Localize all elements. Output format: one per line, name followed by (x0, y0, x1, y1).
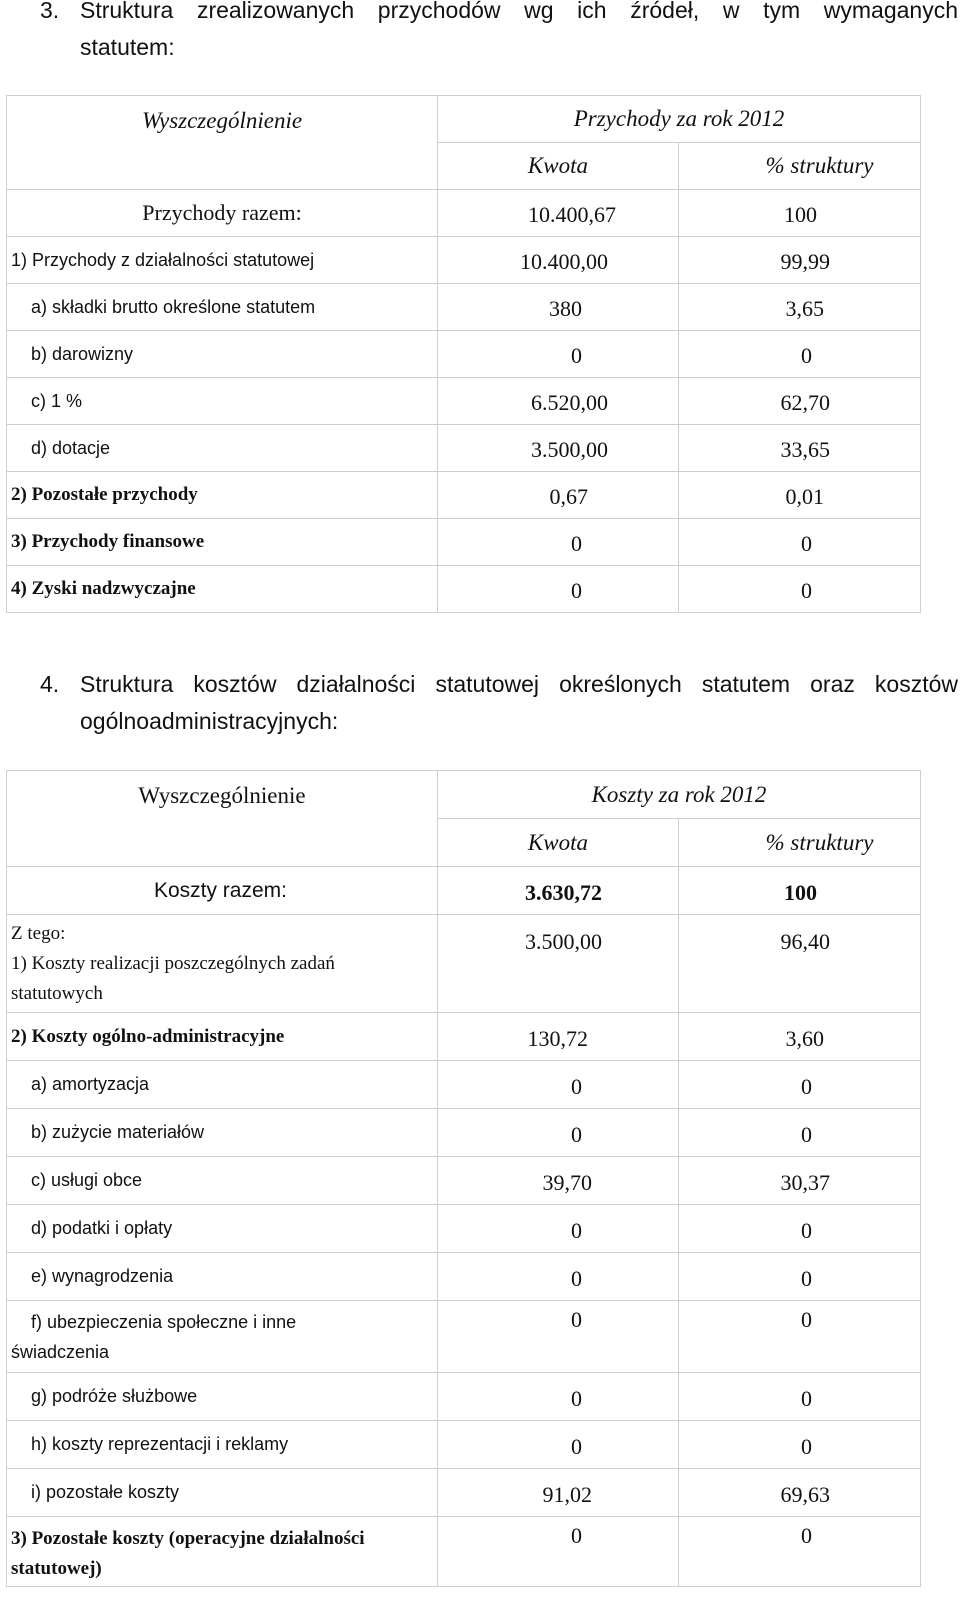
row-amount: 0 (438, 1061, 679, 1109)
total-row (7, 867, 921, 915)
row-share: 3,60 (679, 1013, 921, 1061)
section-4-heading (0, 666, 958, 740)
row-label: a) składki brutto określone statutem (7, 284, 438, 331)
row-share: 0 (679, 331, 921, 378)
total-row (7, 190, 921, 237)
table-row (7, 1061, 921, 1109)
column-header-description: Wyszczególnienie (7, 771, 438, 867)
row-label-multiline (7, 915, 438, 1013)
row-share: 0 (679, 1109, 921, 1157)
row-share: 0 (679, 1061, 921, 1109)
column-header-share: % struktury (679, 819, 921, 867)
row-share: 30,37 (679, 1157, 921, 1205)
table-row (7, 915, 921, 1013)
row-amount: 0 (438, 331, 679, 378)
row-label: b) darowizny (7, 331, 438, 378)
total-amount: 10.400,67 (438, 190, 679, 237)
row-amount: 0 (438, 1253, 679, 1301)
row-share: 69,63 (679, 1469, 921, 1517)
table-row (7, 331, 921, 378)
row-label: 2) Pozostałe przychody (7, 472, 438, 519)
table-row (7, 519, 921, 566)
row-amount: 0 (438, 1109, 679, 1157)
total-label: Koszty razem: (7, 867, 438, 915)
table-header-row (7, 771, 921, 819)
row-share: 62,70 (679, 378, 921, 425)
z-tego-label: Z tego: (11, 923, 66, 944)
table-row (7, 425, 921, 472)
row-amount: 0 (438, 566, 679, 613)
row-label-multiline (7, 1301, 438, 1373)
row-share: 0 (679, 519, 921, 566)
table-row (7, 237, 921, 284)
row-label-line1: f) ubezpieczenia społeczne i inne (31, 1311, 297, 1332)
row-share: 0 (679, 1517, 921, 1587)
column-header-share: % struktury (679, 143, 921, 190)
table-row (7, 566, 921, 613)
row-amount: 3.500,00 (438, 915, 679, 1013)
total-share: 100 (679, 190, 921, 237)
row-amount: 130,72 (438, 1013, 679, 1061)
section-3-number: 3. (40, 0, 60, 23)
section-4-title-line2: ogólnoadministracyjnych: (80, 708, 339, 734)
row-label: e) wynagrodzenia (7, 1253, 438, 1301)
row-share: 0 (679, 1421, 921, 1469)
table-row (7, 1157, 921, 1205)
row-amount: 91,02 (438, 1469, 679, 1517)
section-3-title-line1: Struktura zrealizowanych przychodów wg ich źródeł, w tym wymaganych (80, 0, 958, 23)
row-amount: 0 (438, 1205, 679, 1253)
table-row (7, 1301, 921, 1373)
row-amount: 39,70 (438, 1157, 679, 1205)
row-label: h) koszty reprezentacji i reklamy (7, 1421, 438, 1469)
row-amount: 380 (438, 284, 679, 331)
table-row (7, 1469, 921, 1517)
row-label: g) podróże służbowe (7, 1373, 438, 1421)
row-label: c) usługi obce (7, 1157, 438, 1205)
row-amount: 0,67 (438, 472, 679, 519)
table-row (7, 472, 921, 519)
table-row (7, 1517, 921, 1587)
revenue-structure-table (6, 95, 921, 613)
row-label: 3) Przychody finansowe (7, 519, 438, 566)
column-header-period: Koszty za rok 2012 (438, 771, 921, 819)
row-share: 0 (679, 566, 921, 613)
cost-structure-table (6, 770, 921, 1587)
row-label: a) amortyzacja (7, 1061, 438, 1109)
row-label: 1) Przychody z działalności statutowej (7, 237, 438, 284)
row-label-multiline (7, 1517, 438, 1587)
column-header-amount: Kwota (438, 819, 679, 867)
row-amount: 0 (438, 1421, 679, 1469)
row-label-line1: 3) Pozostałe koszty (operacyjne działalności (11, 1527, 365, 1549)
row-share: 99,99 (679, 237, 921, 284)
table-row (7, 284, 921, 331)
row-share: 0 (679, 1205, 921, 1253)
row-amount: 0 (438, 1517, 679, 1587)
row-label-line2: statutowej) (11, 1557, 102, 1579)
row-label: d) dotacje (7, 425, 438, 472)
row-label: i) pozostałe koszty (7, 1469, 438, 1517)
section-3-heading (0, 0, 958, 66)
row-label: 4) Zyski nadzwyczajne (7, 566, 438, 613)
table-header-row (7, 96, 921, 143)
section-4-title-line1: Struktura kosztów działalności statutowej określonych statutem oraz kosztów (80, 671, 958, 697)
row-share: 0,01 (679, 472, 921, 519)
table-row (7, 1013, 921, 1061)
row-label: 2) Koszty ogólno-administracyjne (7, 1013, 438, 1061)
table-row (7, 1421, 921, 1469)
total-share: 100 (679, 867, 921, 915)
column-header-description: Wyszczególnienie (7, 96, 438, 190)
row-share: 0 (679, 1253, 921, 1301)
row-share: 3,65 (679, 284, 921, 331)
section-4-number: 4. (40, 671, 60, 697)
row-amount: 3.500,00 (438, 425, 679, 472)
row-amount: 0 (438, 519, 679, 566)
row-label-line1: 1) Koszty realizacji poszczególnych zadań (11, 953, 335, 974)
row-share: 0 (679, 1373, 921, 1421)
row-amount: 0 (438, 1373, 679, 1421)
row-share: 33,65 (679, 425, 921, 472)
row-share: 96,40 (679, 915, 921, 1013)
table-row (7, 1373, 921, 1421)
table-row (7, 1205, 921, 1253)
table-row (7, 1109, 921, 1157)
table-row (7, 378, 921, 425)
row-label-line2: świadczenia (11, 1341, 110, 1362)
total-label: Przychody razem: (7, 190, 438, 237)
section-3-title-line2: statutem: (80, 34, 175, 60)
row-share: 0 (679, 1301, 921, 1373)
row-label: b) zużycie materiałów (7, 1109, 438, 1157)
column-header-amount: Kwota (438, 143, 679, 190)
row-label: d) podatki i opłaty (7, 1205, 438, 1253)
row-label-line2: statutowych (11, 983, 103, 1004)
row-amount: 0 (438, 1301, 679, 1373)
column-header-period: Przychody za rok 2012 (438, 96, 921, 143)
row-amount: 6.520,00 (438, 378, 679, 425)
total-amount: 3.630,72 (438, 867, 679, 915)
row-label: c) 1 % (7, 378, 438, 425)
row-amount: 10.400,00 (438, 237, 679, 284)
table-row (7, 1253, 921, 1301)
